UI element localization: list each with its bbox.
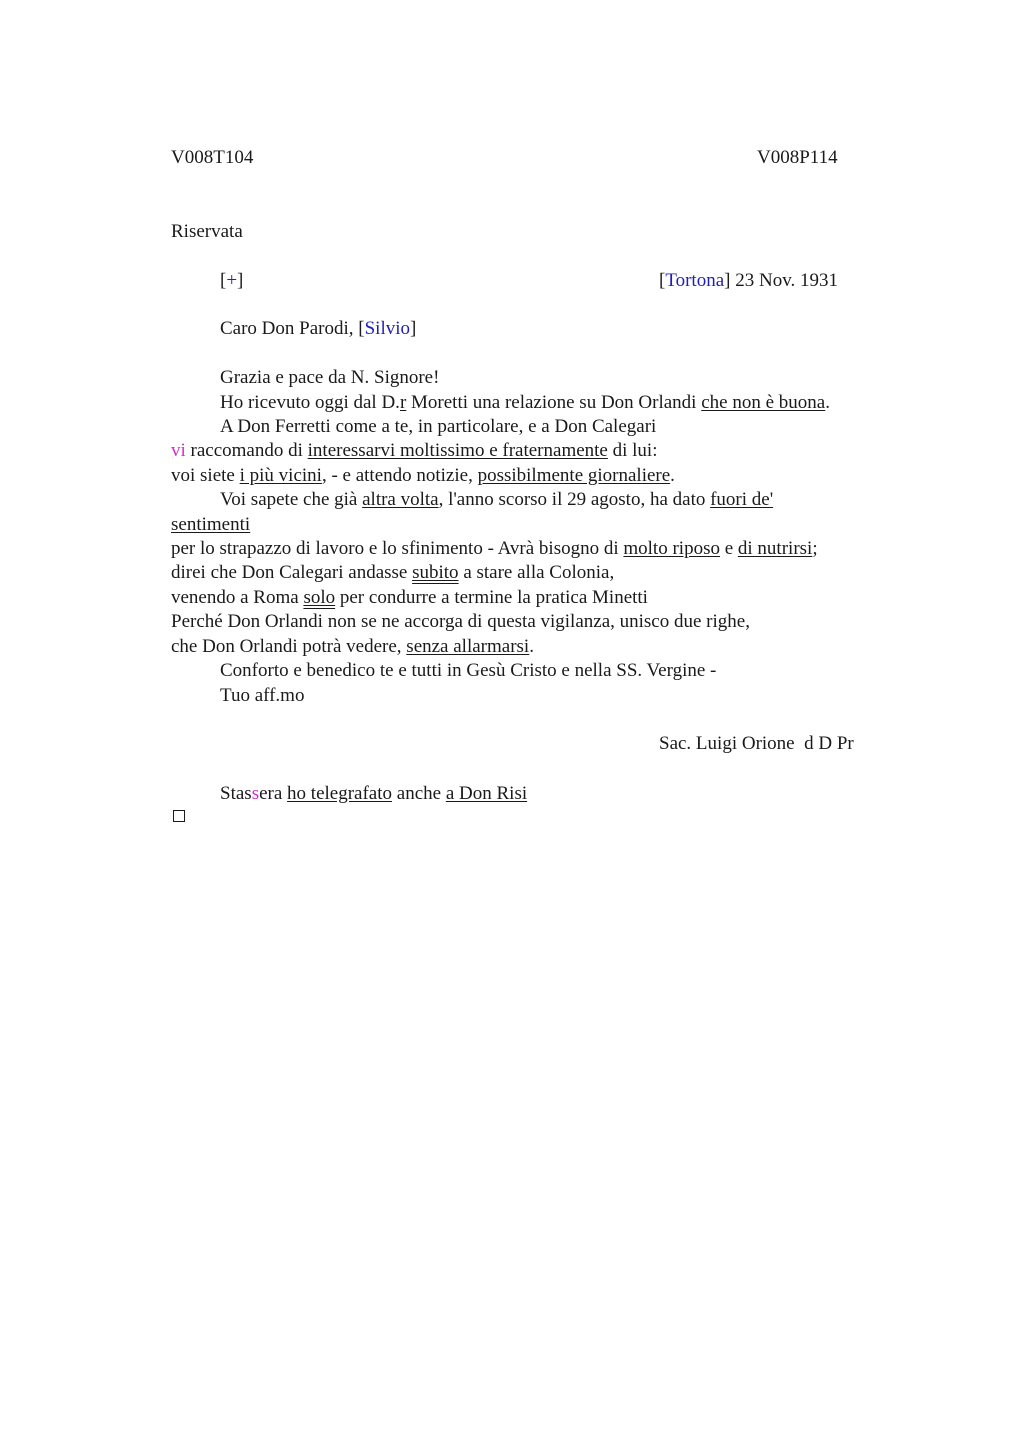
body-line: A Don Ferretti come a te, in particolare, e a Don Calegari <box>220 416 657 437</box>
body-line: che Don Orlandi potrà vedere, senza allarmarsi. <box>171 636 534 657</box>
body-line: voi siete i più vicini, - e attendo notizie, possibilmente giornaliere. <box>171 465 675 486</box>
body-line: venendo a Roma solo per condurre a termine la pratica Minetti <box>171 587 648 608</box>
end-marker-square-icon <box>173 810 185 822</box>
signature: Sac. Luigi Orione d D Pr <box>659 733 854 754</box>
body-line: Ho ricevuto oggi dal D.r Moretti una relazione su Don Orlandi che non è buona. <box>220 392 830 413</box>
body-line: Conforto e benedico te e tutti in Gesù Cristo e nella SS. Vergine - <box>220 660 717 681</box>
body-line: Voi sapete che già altra volta, l'anno scorso il 29 agosto, ha dato fuori de' <box>220 489 774 510</box>
confidential-label: Riservata <box>171 221 243 242</box>
cross-mark: [+] <box>220 270 244 291</box>
place-name: Tortona <box>665 270 725 291</box>
postscript: Stassera ho telegrafato anche a Don Risi <box>220 783 528 804</box>
body-line: Perché Don Orlandi non se ne accorga di questa vigilanza, unisco due righe, <box>171 611 750 632</box>
body-line: Grazia e pace da N. Signore! <box>220 367 440 388</box>
body-line: direi che Don Calegari andasse subito a stare alla Colonia, <box>171 562 615 583</box>
dateline: [Tortona] 23 Nov. 1931 <box>659 270 838 291</box>
salutation: Caro Don Parodi, [Silvio] <box>220 318 417 339</box>
body-line: sentimenti <box>171 514 251 535</box>
body-line: vi raccomando di interessarvi moltissimo e fraternamente di lui: <box>171 440 658 461</box>
document-code-right: V008P114 <box>757 147 838 168</box>
cross-icon: + <box>226 270 238 291</box>
closing: Tuo aff.mo <box>220 685 305 706</box>
body-line: per lo strapazzo di lavoro e lo sfinimento - Avrà bisogno di molto riposo e di nutrirsi; <box>171 538 818 559</box>
recipient-first-name: Silvio <box>364 318 410 339</box>
document-code-left: V008T104 <box>171 147 254 168</box>
inserted-word: vi <box>171 440 186 461</box>
inserted-letter: s <box>251 783 260 804</box>
